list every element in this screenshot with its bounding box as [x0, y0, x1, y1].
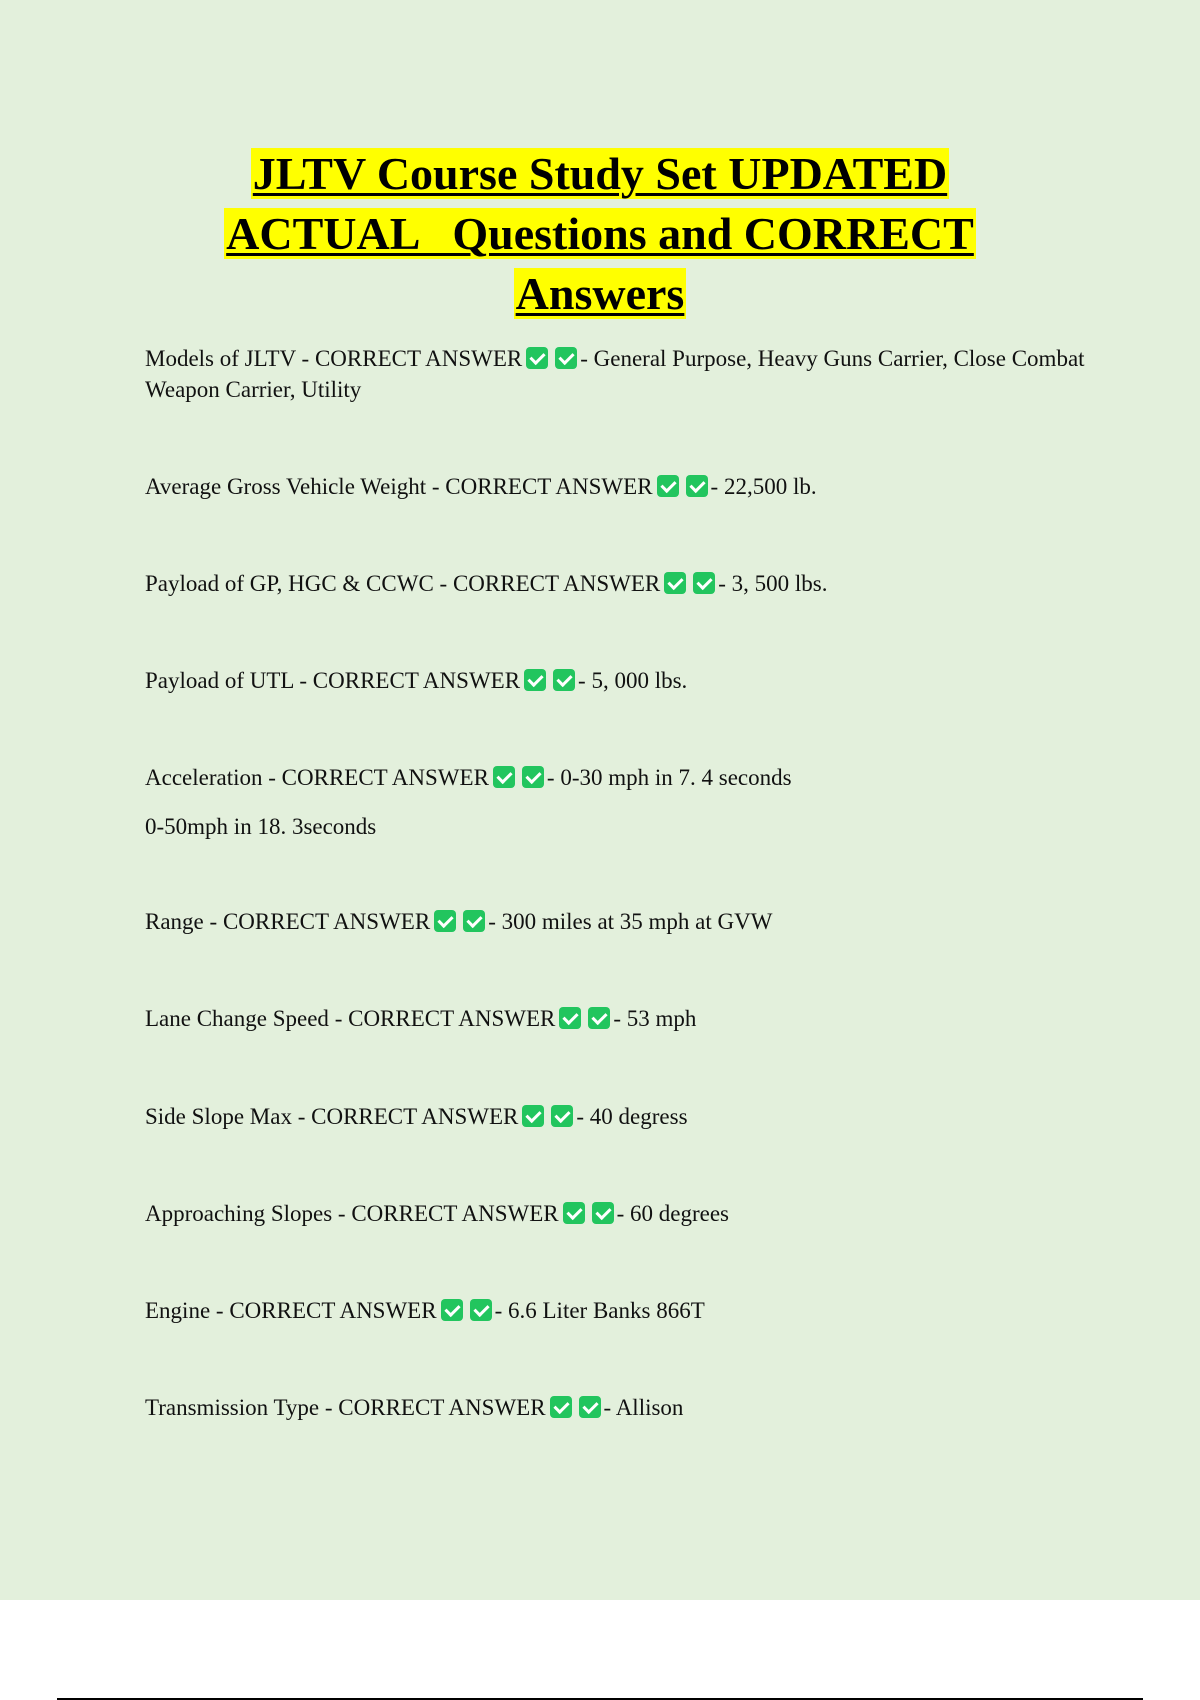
answer-text: 300 miles at 35 mph at GVW — [501, 909, 773, 934]
question-text: Payload of GP, HGC & CCWC — [145, 571, 434, 596]
check-mark-icon — [579, 1396, 601, 1418]
qa-item: Average Gross Vehicle Weight - CORRECT ANSWER - 22,500 lb. — [145, 474, 817, 499]
check-mark-icon — [592, 1202, 614, 1224]
answer-text: General Purpose, Heavy Guns Carrier, Close Combat Weapon Carrier, Utility — [145, 346, 1085, 402]
check-mark-icon — [522, 766, 544, 788]
answer-marker: CORRECT ANSWER — [338, 1395, 546, 1420]
check-mark-icon — [686, 475, 708, 497]
check-mark-icon — [463, 910, 485, 932]
check-mark-icon — [693, 572, 715, 594]
answer-marker: CORRECT ANSWER — [311, 1104, 519, 1129]
question-text: Lane Change Speed — [145, 1006, 329, 1031]
question-text: Range — [145, 909, 204, 934]
answer-marker: CORRECT ANSWER — [314, 346, 523, 371]
answer-marker: CORRECT ANSWER — [351, 1201, 559, 1226]
answer-text: 6.6 Liter Banks 866T — [508, 1298, 705, 1323]
qa-item: Approaching Slopes - CORRECT ANSWER - 60 degrees — [145, 1201, 730, 1226]
qa-item: Lane Change Speed - CORRECT ANSWER - 53 mph — [145, 1006, 697, 1031]
title-line-3: Answers — [515, 268, 685, 319]
check-mark-icon — [522, 1105, 544, 1127]
answer-marker: CORRECT ANSWER — [222, 909, 431, 934]
qa-item: Engine - CORRECT ANSWER - 6.6 Liter Banks 866T — [145, 1298, 705, 1323]
check-mark-icon — [524, 669, 546, 691]
check-mark-icon — [526, 347, 548, 369]
check-mark-icon — [657, 475, 679, 497]
qa-item: Payload of GP, HGC & CCWC - CORRECT ANSWER - 3, 500 lbs. — [145, 571, 828, 596]
question-text: Side Slope Max — [145, 1104, 292, 1129]
check-mark-icon — [559, 1007, 581, 1029]
qa-item: Acceleration - CORRECT ANSWER - 0-30 mph in 7. 4 seconds 0-50mph in 18. 3seconds — [145, 762, 1085, 842]
check-mark-icon — [493, 766, 515, 788]
question-text: Transmission Type — [145, 1395, 320, 1420]
check-mark-icon — [555, 347, 577, 369]
qa-item: Side Slope Max - CORRECT ANSWER - 40 degress — [145, 1104, 688, 1129]
check-mark-icon — [664, 572, 686, 594]
answer-text: 5, 000 lbs. — [591, 668, 688, 693]
answer-marker: CORRECT ANSWER — [312, 668, 521, 693]
check-mark-icon — [588, 1007, 610, 1029]
answer-text: 3, 500 lbs. — [731, 571, 828, 596]
qa-item: Payload of UTL - CORRECT ANSWER - 5, 000 lbs. — [145, 668, 688, 693]
check-mark-icon — [551, 1105, 573, 1127]
qa-item: Range - CORRECT ANSWER - 300 miles at 35 mph at GVW — [145, 909, 773, 934]
check-mark-icon — [553, 669, 575, 691]
title-line-1: JLTV Course Study Set UPDATED — [252, 148, 948, 199]
check-mark-icon — [470, 1299, 492, 1321]
answer-marker: CORRECT ANSWER — [229, 1298, 437, 1323]
answer-marker: CORRECT ANSWER — [281, 765, 489, 790]
check-mark-icon — [441, 1299, 463, 1321]
question-text: Engine — [145, 1298, 211, 1323]
answer-text: 60 degrees — [630, 1201, 730, 1226]
document-title — [0, 144, 1200, 324]
question-text: Approaching Slopes — [145, 1201, 333, 1226]
qa-item: Models of JLTV - CORRECT ANSWER - General Purpose, Heavy Guns Carrier, Close Combat Weapon Carrier, Utility — [145, 346, 1085, 402]
answer-text: 40 degress — [589, 1104, 688, 1129]
answer-text: 22,500 lb. — [723, 474, 817, 499]
question-text: Acceleration — [145, 765, 263, 790]
answer-text: 0-30 mph in 7. 4 seconds — [560, 765, 792, 790]
answer-text: 53 mph — [626, 1006, 697, 1031]
question-text: Payload of UTL — [145, 668, 294, 693]
qa-item: Transmission Type - CORRECT ANSWER - Allison — [145, 1395, 684, 1420]
question-text: Models of JLTV — [145, 346, 296, 371]
question-text: Average Gross Vehicle Weight — [145, 474, 427, 499]
answer-marker: CORRECT ANSWER — [348, 1006, 556, 1031]
answer-text: Allison — [615, 1395, 684, 1420]
check-mark-icon — [550, 1396, 572, 1418]
check-mark-icon — [434, 910, 456, 932]
title-line-2: ACTUAL Questions and CORRECT — [226, 208, 974, 259]
answer-extra-line: 0-50mph in 18. 3seconds — [145, 814, 377, 839]
answer-marker: CORRECT ANSWER — [452, 571, 661, 596]
answer-marker: CORRECT ANSWER — [445, 474, 653, 499]
check-mark-icon — [563, 1202, 585, 1224]
